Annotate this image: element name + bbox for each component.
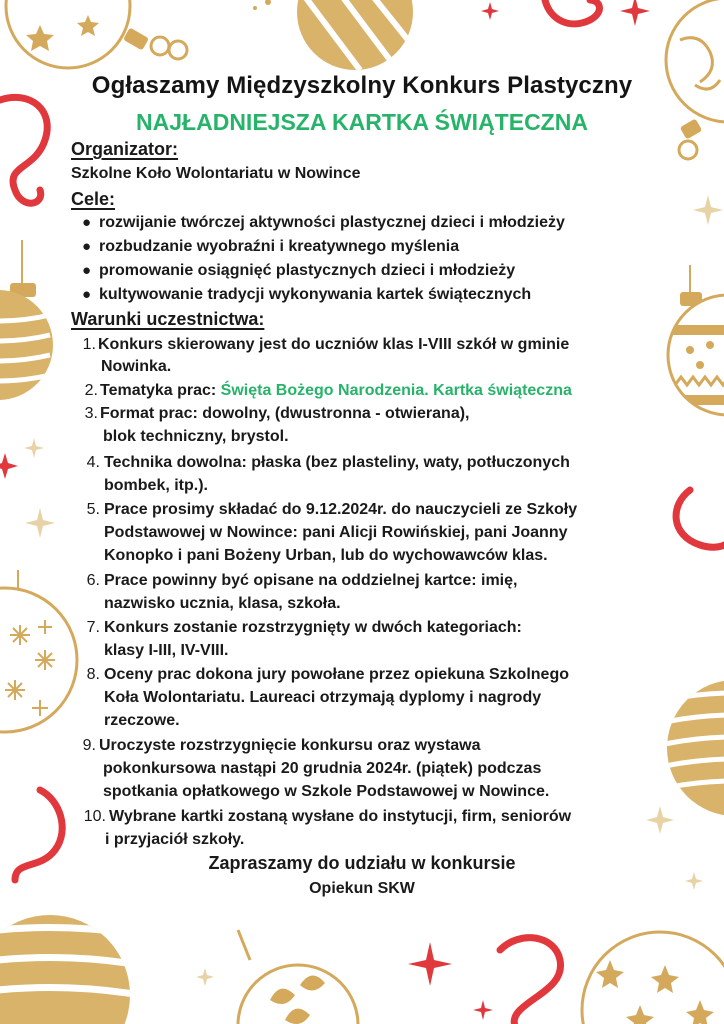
signature: Opiekun SKW — [309, 880, 415, 897]
poster-title: Ogłaszamy Międzyszkolny Konkurs Plastyczny — [91, 72, 633, 99]
goals-heading: Cele: — [71, 189, 116, 209]
organizer-heading: Organizator: — [71, 139, 179, 159]
goal-item: ● rozwijanie twórczej aktywności plastycznej dzieci i młodzieży — [82, 214, 565, 231]
theme-highlight: Święta Bożego Narodzenia. Kartka świąteczna — [220, 382, 572, 399]
invitation-text: Zapraszamy do udziału w konkursie — [208, 853, 516, 873]
bullet-icon: ● — [82, 238, 92, 255]
organizer-name: Szkolne Koło Wolontariatu w Nowince — [71, 165, 361, 182]
goal-item: ● kultywowanie tradycji wykonywania kartek świątecznych — [82, 286, 532, 303]
bullet-icon: ● — [82, 286, 92, 303]
contest-poster: Ogłaszamy Międzyszkolny Konkurs Plastyczny NAJŁADNIEJSZA KARTKA ŚWIĄTECZNA Organizator: Szkolne Koło Wolontariatu w Nowince Cele: ● rozwijanie twórczej aktywności plastycznej dzieci i młodzieży ● rozbudzanie wyobraźni i kreatywnego myślenia ● promowanie osiągnięć plastycznych dzieci i młodzieży ● kultywowanie tradycji wykonywania kartek świątecznych Warunki uczestnictwa: 1. Konkurs skierowany jest do uczniów klas I-VIII szkół w gminie Nowinka. 2. Tematyka prac: Święta Bożego Narodzenia. Kartka świąteczna 3. Format prac: dowolny, (dwustronna - otwierana), blok techniczny, brystol. 4. Technika dowolna: płaska (bez plasteliny, waty, potłuczonych bombek, itp.). 5. Prace prosimy składać do 9.12.2024r. do nauczycieli ze Szkoły Podstawowej w Nowince: pani Alicji Rowińskiej, pani Joanny Konopko i pani Bożeny Urban, lub do wychowawców klas. 6. Prace powinny być opisane na oddzielnej kartce: imię, nazwisko ucznia, klasa, szkoła. 7. Konkurs zostanie rozstrzygnięty w dwóch kategoriach: klasy I-III, IV-VIII. 8. Oceny prac dokona jury powołane przez opiekuna Szkolnego Koła Wolontariatu. Laureaci otrzymają dyplomy i nagrody rzeczowe. 9. Uroczyste rozstrzygnięcie konkursu oraz wystawa pokonkursowa nastąpi 20 grudnia 2024r. (piątek) podczas spotkania opłatkowego w Szkole Podstawowej w Nowince. 10. Wybrane kartki zostaną wysłane do instytucji, firm, seniorów i przyjaciół szkoły. Zapraszamy do udziału w konkursie Opiekun SKW — [0, 0, 724, 1024]
goal-item: ● promowanie osiągnięć plastycznych dzieci i młodzieży — [82, 262, 516, 279]
contest-name: NAJŁADNIEJSZA KARTKA ŚWIĄTECZNA — [136, 109, 588, 135]
bullet-icon: ● — [82, 214, 92, 231]
conditions-heading: Warunki uczestnictwa: — [71, 309, 265, 329]
bullet-icon: ● — [82, 262, 92, 279]
goal-item: ● rozbudzanie wyobraźni i kreatywnego myślenia — [82, 238, 460, 255]
